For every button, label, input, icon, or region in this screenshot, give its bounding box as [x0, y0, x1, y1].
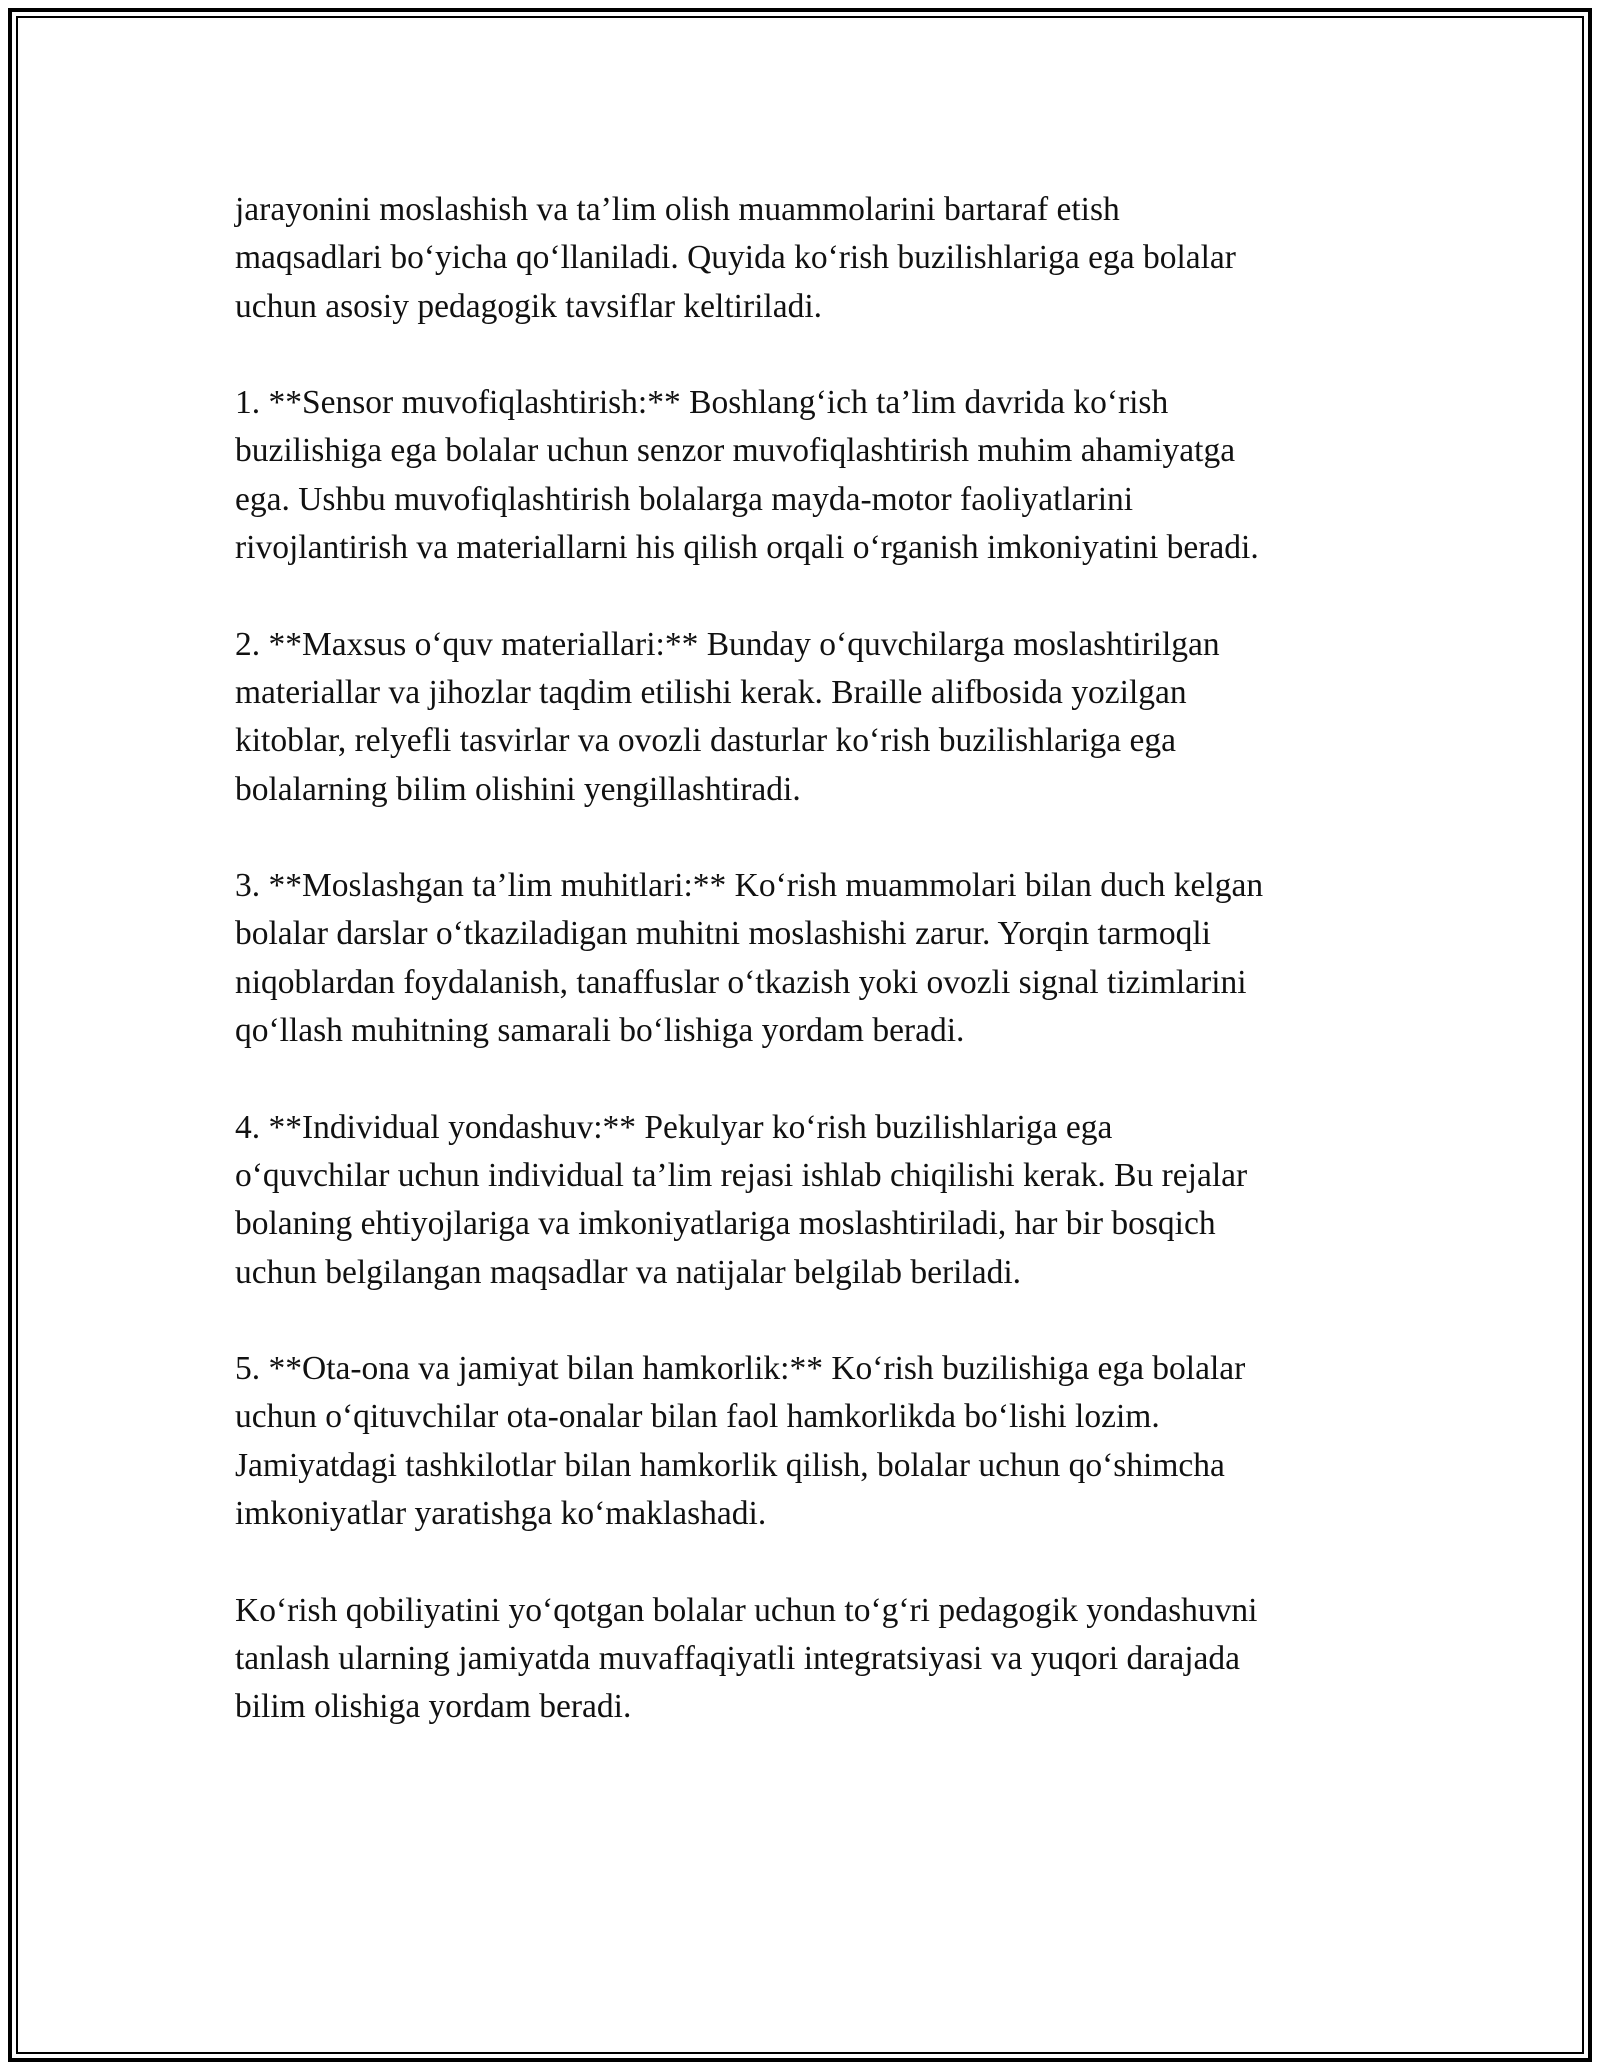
intro-paragraph [235, 186, 1385, 331]
text-line: Jamiyatdagi tashkilotlar bilan hamkorlik qilish, bolalar uchun qo‘shimcha [235, 1446, 1225, 1484]
text-line: maqsadlari bo‘yicha qo‘llaniladi. Quyida ko‘rish buzilishlariga ega bolalar [235, 239, 1236, 277]
text-line: uchun o‘qituvchilar ota-onalar bilan faol hamkorlikda bo‘lishi lozim. [235, 1398, 1160, 1436]
list-item-adapted-environments [235, 862, 1385, 1055]
text-line: 4. **Individual yondashuv:** Pekulyar ko‘rish buzilishlariga ega [235, 1108, 1113, 1146]
text-line: 5. **Ota-ona va jamiyat bilan hamkorlik:** Ko‘rish buzilishiga ega bolalar [235, 1350, 1246, 1388]
list-item-sensor-coordination [235, 379, 1385, 572]
text-line: o‘quvchilar uchun individual ta’lim rejasi ishlab chiqilishi kerak. Bu rejalar [235, 1156, 1248, 1194]
text-line: 1. **Sensor muvofiqlashtirish:** Boshlang‘ich ta’lim davrida ko‘rish [235, 384, 1169, 422]
text-line: uchun asosiy pedagogik tavsiflar keltiriladi. [235, 287, 823, 325]
list-item-special-materials [235, 621, 1385, 814]
text-line: kitoblar, relyefli tasvirlar va ovozli dasturlar ko‘rish buzilishlariga ega [235, 722, 1176, 760]
text-line: uchun belgilangan maqsadlar va natijalar belgilab beriladi. [235, 1253, 1022, 1291]
text-line: 2. **Maxsus o‘quv materiallari:** Bunday o‘quvchilarga moslashtirilgan [235, 625, 1220, 663]
text-line: bilim olishiga yordam beradi. [235, 1688, 632, 1726]
text-line: qo‘llash muhitning samarali bo‘lishiga yordam beradi. [235, 1012, 965, 1050]
text-line: ega. Ushbu muvofiqlashtirish bolalarga mayda-motor faoliyatlarini [235, 480, 1134, 518]
document-body [235, 186, 1385, 1732]
text-line: Ko‘rish qobiliyatini yo‘qotgan bolalar uchun to‘g‘ri pedagogik yondashuvni [235, 1591, 1258, 1629]
text-line: buzilishiga ega bolalar uchun senzor muvofiqlashtirish muhim ahamiyatga [235, 432, 1236, 470]
text-line: bolalarning bilim olishini yengillashtiradi. [235, 770, 801, 808]
text-line: rivojlantirish va materiallarni his qilish orqali o‘rganish imkoniyatini beradi. [235, 529, 1259, 567]
text-line: niqoblardan foydalanish, tanaffuslar o‘tkazish yoki ovozli signal tizimlarini [235, 963, 1247, 1001]
text-line: imkoniyatlar yaratishga ko‘maklashadi. [235, 1495, 767, 1533]
text-line: jarayonini moslashish va ta’lim olish muammolarini bartaraf etish [235, 191, 1120, 228]
conclusion-paragraph [235, 1587, 1385, 1732]
list-item-individual-approach [235, 1104, 1385, 1297]
list-item-parent-community [235, 1345, 1385, 1538]
text-line: bolalar darslar o‘tkaziladigan muhitni moslashishi zarur. Yorqin tarmoqli [235, 915, 1211, 953]
text-line: tanlash ularning jamiyatda muvaffaqiyatli integratsiyasi va yuqori darajada [235, 1639, 1240, 1677]
text-line: materiallar va jihozlar taqdim etilishi kerak. Braille alifbosida yozilgan [235, 673, 1187, 711]
text-line: 3. **Moslashgan ta’lim muhitlari:** Ko‘rish muammolari bilan duch kelgan [235, 867, 1264, 905]
text-line: bolaning ehtiyojlariga va imkoniyatlariga moslashtiriladi, har bir bosqich [235, 1205, 1216, 1243]
